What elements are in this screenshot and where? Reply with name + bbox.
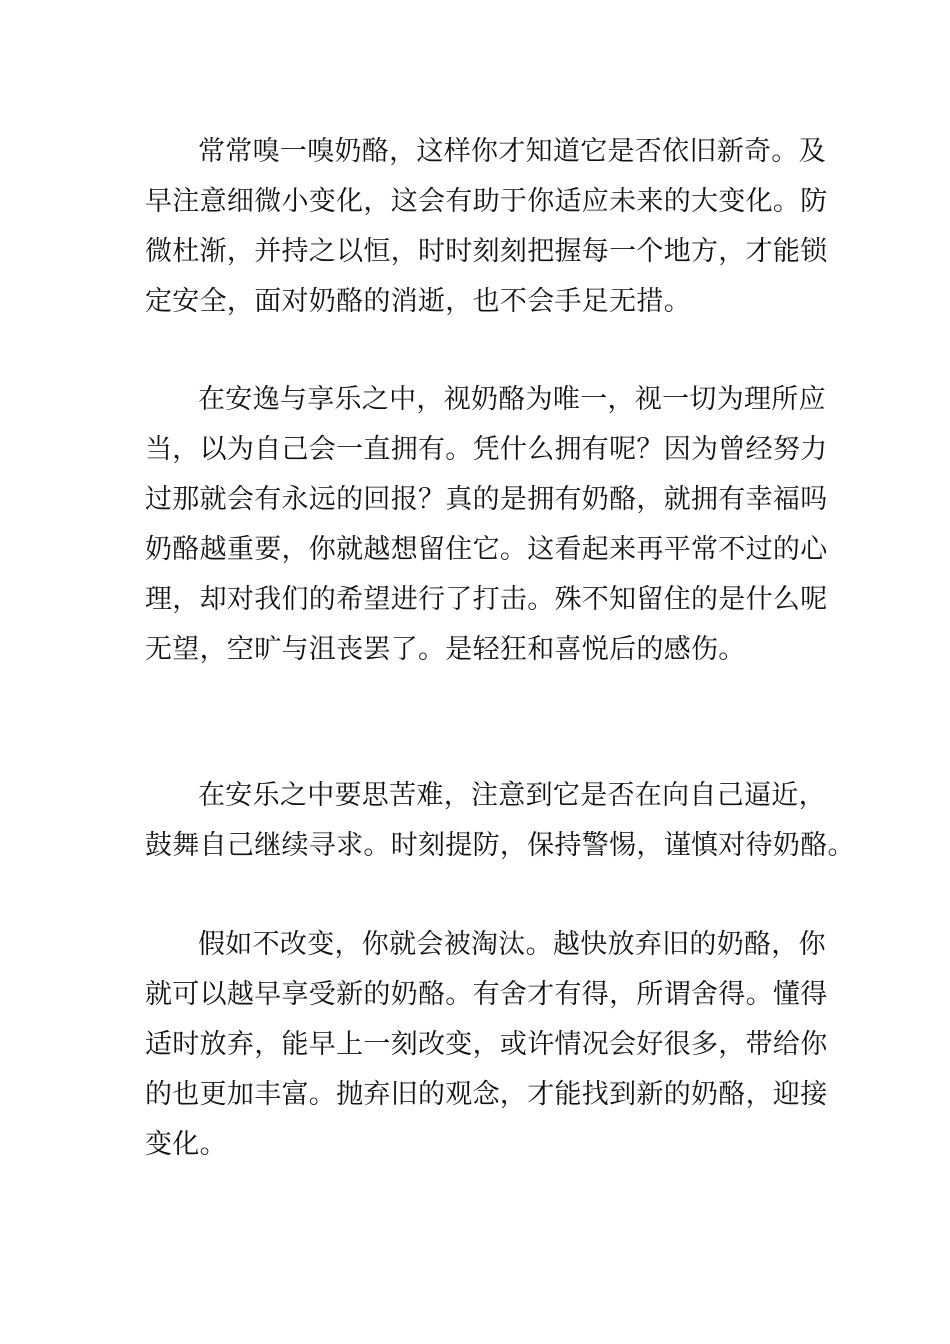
- paragraph-line: 在安逸与享乐之中，视奶酪为唯一，视一切为理所应: [198, 384, 826, 415]
- paragraph-line: 早注意细微小变化，这会有助于你适应未来的大变化。防: [145, 186, 828, 217]
- paragraph-line: 就可以越早享受新的奶酪。有舍才有得，所谓舍得。懂得: [145, 979, 828, 1010]
- paragraph-line: 无望，空旷与沮丧罢了。是轻狂和喜悦后的感伤。: [145, 634, 746, 665]
- paragraph-line: 当，以为自己会一直拥有。凭什么拥有呢？因为曾经努力: [145, 434, 828, 465]
- paragraph-line: 定安全，面对奶酪的消逝，也不会手足无措。: [145, 286, 691, 317]
- paragraph-line: 鼓舞自己继续寻求。时刻提防，保持警惕，谨慎对待奶酪。: [145, 830, 855, 861]
- paragraph-2: [145, 375, 828, 675]
- paragraph-line: 假如不改变，你就会被淘汰。越快放弃旧的奶酪，你: [198, 929, 826, 960]
- paragraph-line: 的也更加丰富。抛弃旧的观念，才能找到新的奶酪，迎接: [145, 1079, 828, 1110]
- paragraph-line: 变化。: [145, 1129, 227, 1160]
- paragraph-4: [145, 920, 828, 1170]
- paragraph-line: 微杜渐，并持之以恒，时时刻刻把握每一个地方，才能锁: [145, 236, 828, 267]
- paragraph-1: [145, 127, 828, 327]
- paragraph-line: 在安乐之中要思苦难，注意到它是否在向自己逼近，: [198, 780, 826, 811]
- paragraph-3: [145, 771, 855, 871]
- paragraph-line: 适时放弃，能早上一刻改变，或许情况会好很多，带给你: [145, 1029, 828, 1060]
- paragraph-line: 理，却对我们的希望进行了打击。殊不知留住的是什么呢: [145, 584, 828, 615]
- paragraph-line: 过那就会有永远的回报？真的是拥有奶酪，就拥有幸福吗: [145, 484, 828, 515]
- paragraph-line: 常常嗅一嗅奶酪，这样你才知道它是否依旧新奇。及: [198, 136, 826, 167]
- paragraph-line: 奶酪越重要，你就越想留住它。这看起来再平常不过的心: [145, 534, 828, 565]
